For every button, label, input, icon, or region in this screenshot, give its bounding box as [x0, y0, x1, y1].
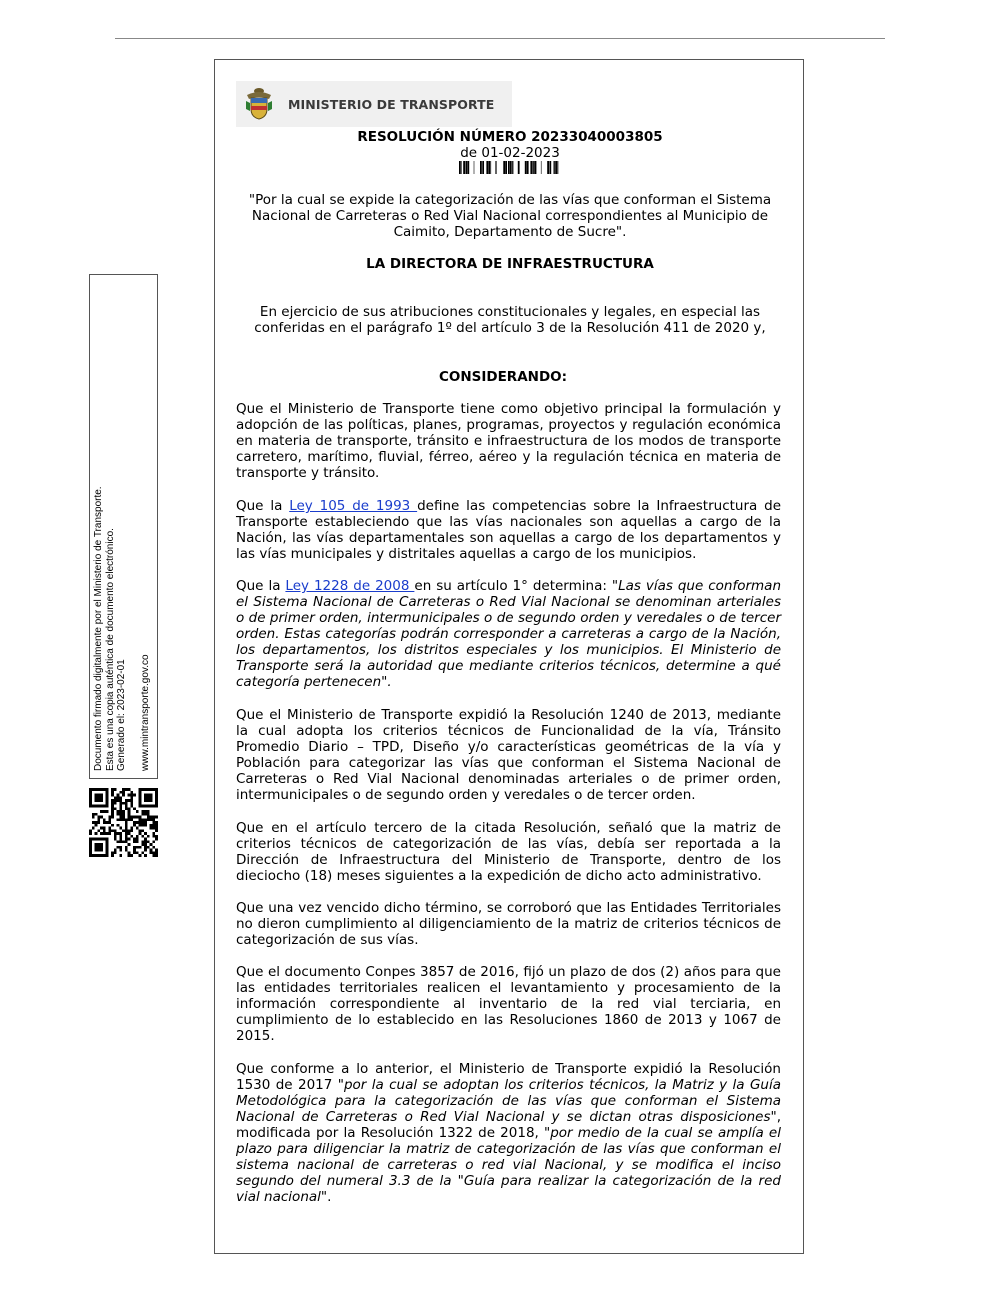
director-heading: LA DIRECTORA DE INFRAESTRUCTURA [366, 256, 654, 272]
exercise-clause: En ejercicio de sus atribuciones constitucionales y legales, en especial las conferidas en el parágrafo 1º del artículo 3 de la Resolución 411 de 2020 y, [254, 304, 766, 336]
paragraph-8-quote-2: por medio de la cual se amplía el plazo para diligenciar la matriz de categorización de las vías que conforman el sistema nacional de carreteras o red vial Nacional, y se modifica el inciso segundo del numeral 3.3 de la "Guía para realizar la categorización de la red vial nacional [236, 1125, 781, 1205]
resolution-date: de 01-02-2023 [460, 145, 560, 161]
paragraph-1: Que el Ministerio de Transporte tiene como objetivo principal la formulación y adopción de las políticas, planes, programas, proyectos y regulación económica en materia de transporte, tránsito e infraestructura de los modos de transporte carretero, marítimo, fluvial, férreo, aéreo y la regulación técnica en materia de transporte y tránsito. [236, 401, 781, 481]
signature-note [93, 281, 153, 771]
paragraph-8 [236, 1061, 781, 1205]
paragraph-2-rest: define las competencias sobre la Infraestructura de Transporte estableciendo que las vías nacionales son aquellas a cargo de la Nación, las vías departamentales son aquellas a cargo de los departamentos y las vías municipales y distritales aquellas a cargo de los municipios. [236, 498, 782, 562]
ministry-header [236, 81, 512, 127]
paragraph-2 [236, 498, 781, 562]
paragraph-8-mid: , modificada por la Resolución 1322 de 2018, " [236, 1109, 781, 1141]
paragraph-6: Que una vez vencido dicho término, se corroboró que las Entidades Territoriales no dieron cumplimiento al diligenciamiento de la matriz de criterios técnicos de categorización de sus vías. [236, 900, 781, 948]
resolution-subject: "Por la cual se expide la categorización de las vías que conforman el Sistema Nacional de Carreteras o Red Vial Nacional correspondientes al Municipio de Caimito, Departamento de Sucre". [248, 192, 772, 240]
top-rule [115, 38, 885, 39]
barcode-icon [459, 161, 561, 174]
paragraph-3-text: Que la [236, 578, 286, 594]
paragraph-4: Que el Ministerio de Transporte expidió la Resolución 1240 de 2013, mediante la cual adopta los criterios técnicos de Funcionalidad de la vía, Tránsito Promedio Diario – TPD, Diseño y/o características geométricas de la vía y Población para categorizar las vías que conforman el Sistema Nacional de Carreteras o Red Vial Nacional denominadas arteriales o de primer orden, intermunicipales o de segundo orden y veredales o de tercer orden. [236, 707, 781, 803]
signature-line-1: Documento firmado digitalmente por el Ministerio de Transporte. [93, 486, 104, 771]
paragraph-8-text: Que conforme a lo anterior, el Ministerio de Transporte expidió la Resolución 1530 de 2017 [236, 1061, 781, 1093]
paragraph-7: Que el documento Conpes 3857 de 2016, fijó un plazo de dos (2) años para que las entidades territoriales realicen el levantamiento y procesamiento de la información correspondiente al inventario de la red vial terciaria, en cumplimiento de lo establecido en las Resoluciones 1860 de 2013 y 1067 de 2015. [236, 964, 781, 1044]
resolution-title: RESOLUCIÓN NÚMERO 20233040003805 [357, 129, 663, 145]
ley-1228-link[interactable]: Ley 1228 de 2008 [285, 578, 415, 594]
paragraph-3-quote: "Las vías que conforman el Sistema Nacional de Carreteras o Red Vial Nacional se denominan arteriales o de primer orden, intermunicipales o de segundo orden y veredales o de tercer orden. Estas categorías podrán corresponder a carreteras a cargo de la Nación, los departamentos, los distritos especiales y los municipios. El Ministerio de Transporte será la autoridad que mediante criterios técnicos, determine a qué categoría pertenecen". [236, 578, 782, 690]
website-link[interactable]: www.mintransporte.gov.co [139, 654, 151, 771]
paragraph-3-mid: en su artículo 1° determina: [414, 578, 612, 594]
qr-code-icon[interactable] [89, 788, 158, 857]
signature-line-3: Generado el: 2023-02-01 [116, 659, 127, 771]
coat-of-arms-icon [244, 87, 274, 121]
paragraph-5: Que en el artículo tercero de la citada Resolución, señaló que la matriz de criterios técnicos de categorización de las vías, debía ser reportada a la Dirección de Infraestructura del Ministerio de Transporte, dentro de los dieciocho (18) meses siguientes a la expedición de dicho acto administrativo. [236, 820, 781, 884]
ley-105-link[interactable]: Ley 105 de 1993 [289, 498, 418, 514]
paragraph-2-text: Que la [236, 498, 290, 514]
considering-heading: CONSIDERANDO: [438, 369, 568, 385]
paragraph-8-quote-1: "por la cual se adoptan los criterios técnicos, la Matriz y la Guía Metodológica para la categorización de las vías que conforman el Sistema Nacional de Carreteras o Red Vial Nacional y se dictan otras disposiciones" [236, 1077, 781, 1125]
ministry-name: MINISTERIO DE TRANSPORTE [288, 96, 495, 112]
signature-line-2: Esta es una copia auténtica de documento electrónico. [104, 528, 116, 771]
paragraph-3 [236, 578, 781, 690]
paragraph-8-end: ". [320, 1189, 332, 1205]
